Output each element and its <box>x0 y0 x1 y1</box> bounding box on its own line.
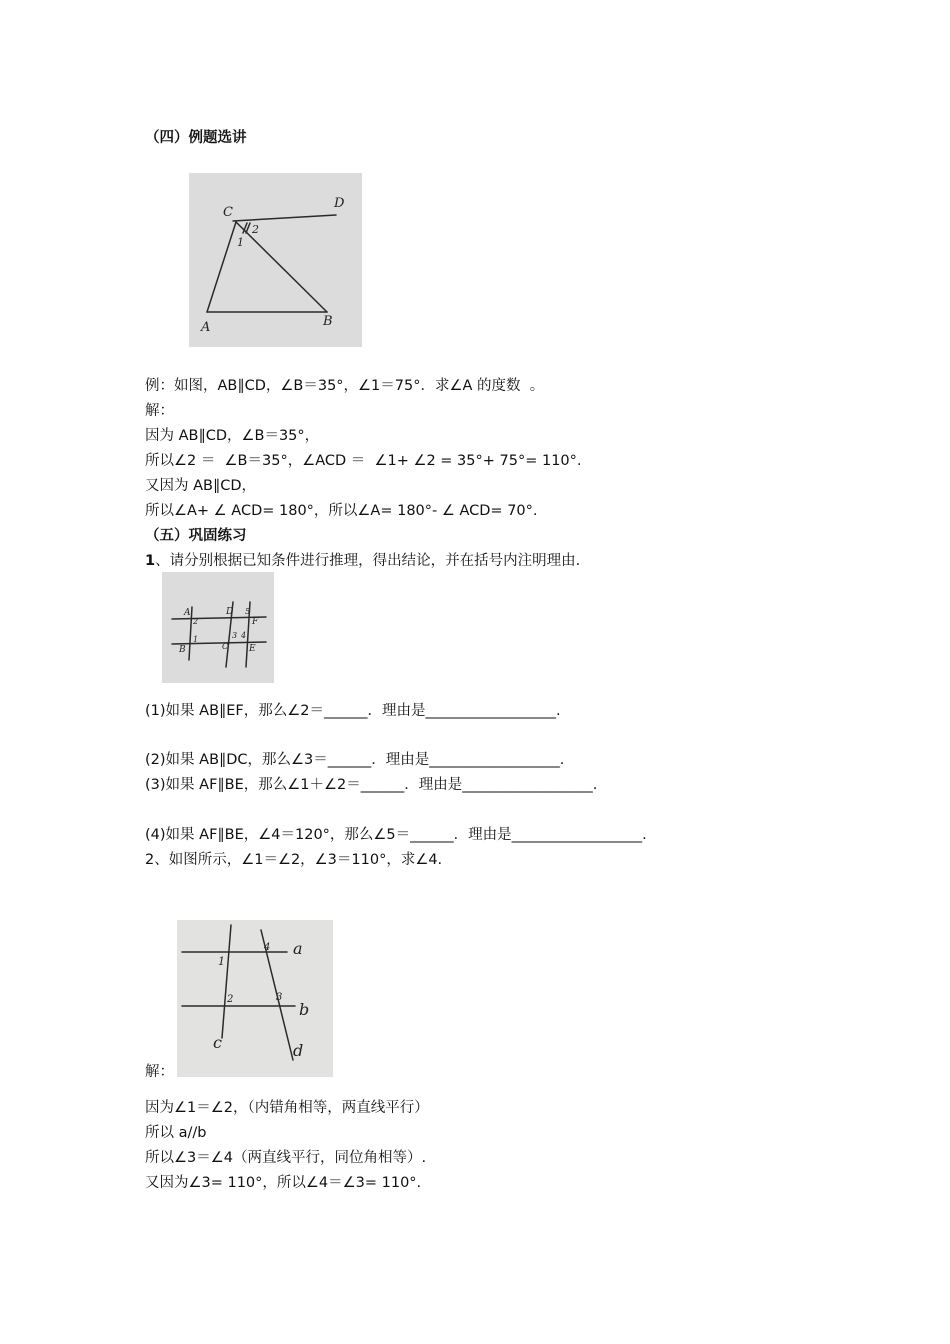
question-1 <box>145 551 580 571</box>
fig1-angle-4: 4 <box>241 631 247 640</box>
section-heading-practice: （五）巩固练习 <box>145 528 247 544</box>
solution-line-4: 所以∠A+ ∠ ACD= 180°，所以∠A= 180°- ∠ ACD= 70°. <box>145 503 538 519</box>
label-angle-2: 2 <box>252 223 259 236</box>
fig1-angle-3: 3 <box>232 631 238 640</box>
fig1-angle-2: 2 <box>193 617 199 626</box>
fig1-angle-1: 1 <box>193 635 199 644</box>
fig2-label-c: c <box>213 1033 222 1052</box>
fig2-label-d: d <box>293 1041 304 1060</box>
practice-item-2: (2)如果 AB∥DC，那么∠3＝______．理由是__________________. <box>145 752 565 768</box>
example-problem: 例：如图，AB∥CD，∠B＝35°，∠1＝75°．求∠A 的度数 。 <box>145 378 545 394</box>
solution-2-line-3: 所以∠3＝∠4（两直线平行，同位角相等）. <box>145 1150 427 1166</box>
fig1-label-D: D <box>226 607 234 617</box>
fig2-angle-3: 3 <box>276 992 283 1003</box>
solution-label: 解： <box>145 403 174 419</box>
solution-line-2: 所以∠2 ＝ ∠B＝35°，∠ACD ＝ ∠1+ ∠2 = 35°+ 75°= 110°. <box>145 453 582 469</box>
solution-line-1: 因为 AB∥CD，∠B＝35°， <box>145 428 320 444</box>
question-2: 2、如图所示，∠1＝∠2，∠3＝110°，求∠4. <box>145 852 443 868</box>
fig2-label-b: b <box>299 1000 310 1019</box>
solution-2-line-4: 又因为∠3= 110°，所以∠4＝∠3= 110°. <box>145 1175 422 1191</box>
solution-2-line-1: 因为∠1＝∠2，（内错角相等，两直线平行） <box>145 1100 429 1116</box>
fig1-label-C: C <box>222 642 229 651</box>
fig1-label-B: B <box>179 645 186 655</box>
triangle-figure-photo <box>189 173 362 347</box>
solution-2-label: 解： <box>145 1064 174 1080</box>
question-1-number: 1 <box>145 553 156 569</box>
practice-item-1: (1)如果 AB∥EF，那么∠2＝______．理由是__________________. <box>145 703 561 719</box>
label-D: D <box>334 196 345 211</box>
section-heading-examples: （四）例题选讲 <box>145 130 247 146</box>
lines-abcd-figure-photo <box>177 920 333 1077</box>
fig2-label-a: a <box>293 939 303 958</box>
fig1-angle-5: 5 <box>245 607 251 616</box>
solution-line-3: 又因为 AB∥CD， <box>145 478 257 494</box>
practice-item-4: (4)如果 AF∥BE，∠4＝120°，那么∠5＝______．理由是__________________. <box>145 827 647 843</box>
label-C: C <box>223 205 233 220</box>
fig1-label-A: A <box>184 608 191 618</box>
fig1-label-E: E <box>249 644 256 654</box>
practice-item-3: (3)如果 AF∥BE，那么∠1＋∠2＝______．理由是__________________. <box>145 777 598 793</box>
label-angle-1: 1 <box>237 236 244 249</box>
fig2-angle-2: 2 <box>227 994 234 1005</box>
label-B: B <box>323 314 333 329</box>
fig2-angle-4: 4 <box>264 942 271 953</box>
fig2-angle-1: 1 <box>218 955 225 968</box>
solution-2-line-2: 所以 a//b <box>145 1125 207 1141</box>
question-1-text: 、请分别根据已知条件进行推理，得出结论，并在括号内注明理由. <box>155 553 581 569</box>
label-A: A <box>201 320 211 335</box>
fig1-label-F: F <box>252 617 259 627</box>
parallel-lines-figure-photo <box>162 572 274 683</box>
